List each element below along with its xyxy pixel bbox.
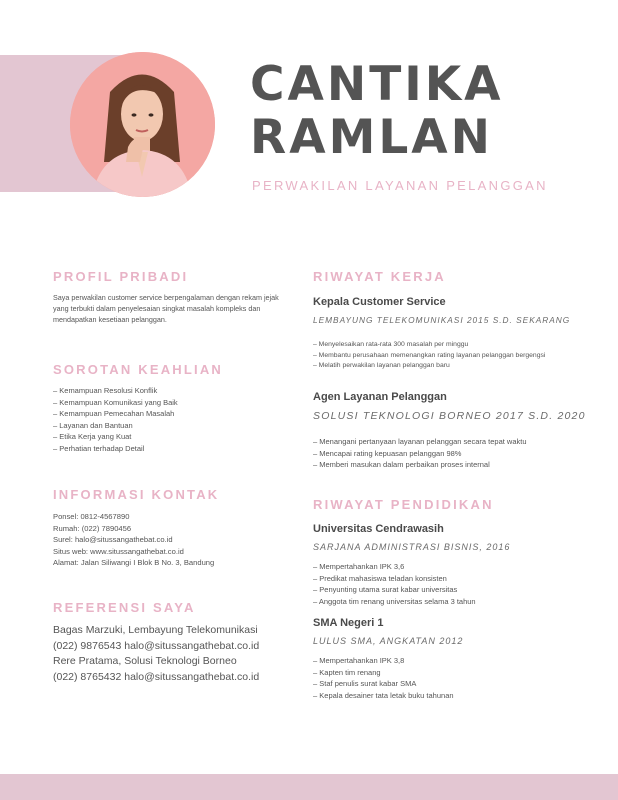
contact-phone: Ponsel: 0812-4567890 xyxy=(53,512,130,521)
contact-home: Rumah: (022) 7890456 xyxy=(53,523,132,533)
job-duties xyxy=(313,340,583,372)
job-role: PERWAKILAN LAYANAN PELANGGAN xyxy=(252,178,548,193)
list-item: – Kemampuan Komunikasi yang Baik xyxy=(53,397,283,409)
job-position: Agen Layanan Pelanggan xyxy=(313,391,447,403)
contact-email: Surel: halo@situssangathebat.co.id xyxy=(53,535,173,544)
skills-section xyxy=(53,362,283,454)
job-entry xyxy=(313,391,586,471)
reference-line: (022) 8765432 halo@situssangathebat.co.id xyxy=(53,670,260,683)
job-entry xyxy=(313,296,583,372)
list-item: – Mencapai rating kepuasan pelanggan 98% xyxy=(313,448,583,460)
contact-section xyxy=(53,487,283,569)
list-item: – Menyelesaikan rata-rata 300 masalah per minggu xyxy=(313,340,583,351)
list-item: – Predikat mahasiswa teladan konsisten xyxy=(313,573,583,585)
profile-section xyxy=(53,269,283,325)
list-item: – Kemampuan Resolusi Konflik xyxy=(53,385,283,397)
school-entry xyxy=(313,617,583,701)
education-section-title-wrap xyxy=(313,497,583,512)
list-item: – Memberi masukan dalam perbaikan proses internal xyxy=(313,459,583,471)
list-item: – Perhatian terhadap Detail xyxy=(53,443,283,455)
school-degree: SARJANA ADMINISTRASI BISNIS, 2016 xyxy=(313,542,511,552)
list-item: – Anggota tim renang universitas selama 3 tahun xyxy=(313,596,583,608)
contact-lines xyxy=(53,511,283,569)
list-item: – Mempertahankan IPK 3,8 xyxy=(313,655,583,667)
reference-line: (022) 9876543 halo@situssangathebat.co.id xyxy=(53,639,260,652)
skills-title: SOROTAN KEAHLIAN xyxy=(53,362,224,377)
portrait-illustration xyxy=(70,52,215,197)
school-name: Universitas Cendrawasih xyxy=(313,523,444,535)
list-item: – Kepala desainer tata letak buku tahunan xyxy=(313,690,583,702)
school-name: SMA Negeri 1 xyxy=(313,617,384,629)
contact-website: Situs web: www.situssangathebat.co.id xyxy=(53,546,184,556)
first-name: CANTIKA xyxy=(250,57,504,112)
list-item: – Kemampuan Pemecahan Masalah xyxy=(53,408,283,420)
school-degree: LULUS SMA, ANGKATAN 2012 xyxy=(313,636,464,646)
list-item: – Etika Kerja yang Kuat xyxy=(53,431,283,443)
references-section xyxy=(53,600,283,685)
work-title: RIWAYAT KERJA xyxy=(313,269,446,284)
list-item: – Kapten tim renang xyxy=(313,667,583,679)
references-lines xyxy=(53,623,283,685)
job-duties xyxy=(313,436,583,471)
school-achievements xyxy=(313,655,583,701)
contact-address: Alamat: Jalan Siliwangi I Blok B No. 3, Bandung xyxy=(53,558,215,567)
list-item: – Membantu perusahaan memenangkan rating layanan pelanggan bergengsi xyxy=(313,351,583,362)
education-title: RIWAYAT PENDIDIKAN xyxy=(313,497,494,512)
references-title: REFERENSI SAYA xyxy=(53,600,196,615)
school-entry xyxy=(313,523,583,607)
profile-text: Saya perwakilan customer service berpengalaman dengan rekam jejak yang terbukti dalam penyelesaian singkat masalah kompleks dan mendapatkan kesetiaan pelanggan. xyxy=(53,293,279,324)
footer-pink-band xyxy=(0,774,618,800)
school-achievements xyxy=(313,561,583,607)
work-section-title-wrap xyxy=(313,269,583,284)
last-name: RAMLAN xyxy=(250,110,493,165)
contact-title: INFORMASI KONTAK xyxy=(53,487,220,502)
job-company: SOLUSI TEKNOLOGI BORNEO 2017 S.D. 2020 xyxy=(313,410,586,422)
applicant-name xyxy=(250,58,504,164)
job-position: Kepala Customer Service xyxy=(313,296,446,308)
job-company: LEMBAYUNG TELEKOMUNIKASI 2015 S.D. SEKARANG xyxy=(313,315,571,325)
list-item: – Penyunting utama surat kabar universitas xyxy=(313,584,583,596)
list-item: – Layanan dan Bantuan xyxy=(53,420,283,432)
list-item: – Menangani pertanyaan layanan pelanggan secara tepat waktu xyxy=(313,436,583,448)
reference-line: Rere Pratama, Solusi Teknologi Borneo xyxy=(53,655,237,667)
reference-line: Bagas Marzuki, Lembayung Telekomunikasi xyxy=(53,624,258,636)
profile-photo xyxy=(70,52,215,197)
list-item: – Staf penulis surat kabar SMA xyxy=(313,678,583,690)
skills-list xyxy=(53,385,283,454)
list-item: – Melatih perwakilan layanan pelanggan baru xyxy=(313,361,583,372)
list-item: – Mempertahankan IPK 3,6 xyxy=(313,561,583,573)
profile-title: PROFIL PRIBADI xyxy=(53,269,189,284)
